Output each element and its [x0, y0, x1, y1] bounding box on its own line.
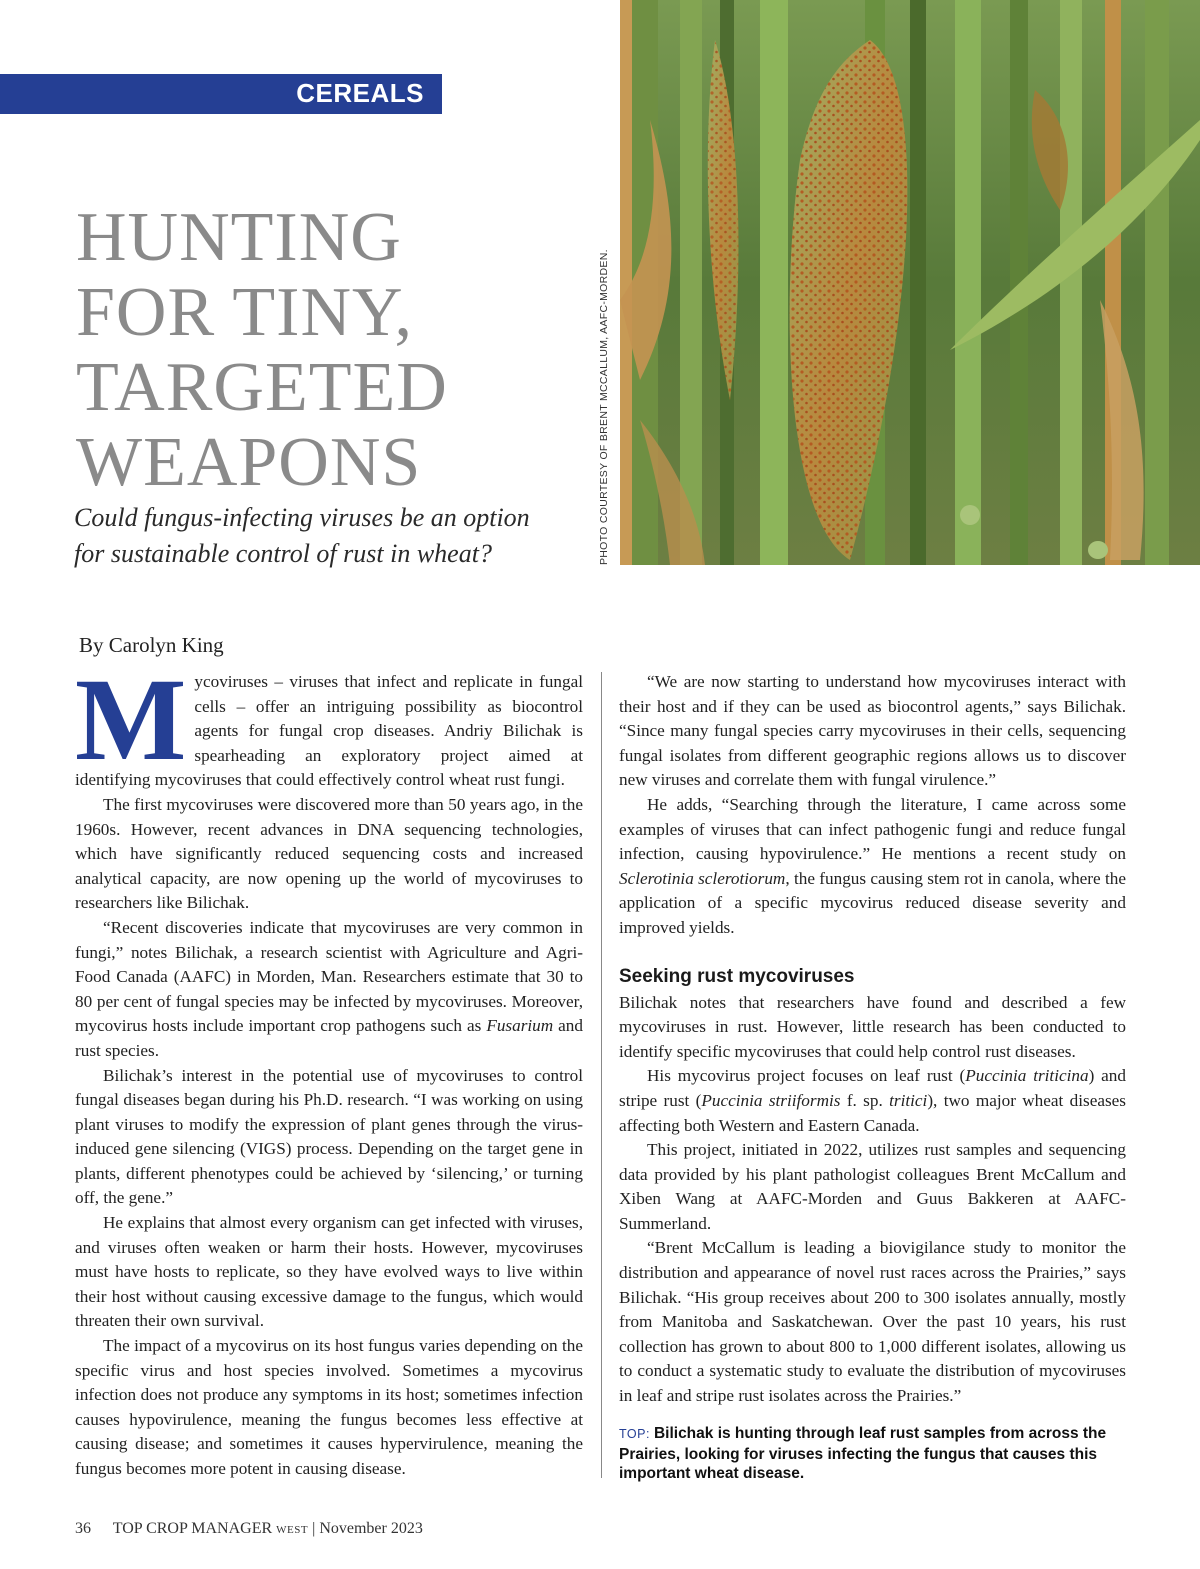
- photo-credit: PHOTO COURTESY OF BRENT MCCALLUM, AAFC-MORDEN.: [598, 249, 610, 565]
- page-number: 36: [75, 1520, 91, 1537]
- italic-term: tritici: [889, 1090, 928, 1110]
- article-headline: [76, 200, 448, 500]
- magazine-edition: WEST: [276, 1524, 309, 1536]
- deck-line: Could fungus-infecting viruses be an option: [74, 503, 530, 532]
- article-deck: [74, 500, 594, 572]
- magazine-name: TOP CROP MANAGER: [112, 1520, 273, 1537]
- caption-label: TOP:: [619, 1427, 650, 1441]
- body-paragraph: Bilichak’s interest in the potential use of mycoviruses to control fungal diseases began during his Ph.D. research. “I was working on using plant viruses to modify the expression of plant genes through the virus-induced gene silencing (VIGS) process. Depending on the target gene in plants, different phenotypes could be achieved by ‘silencing,’ or turning off, the gene.”: [75, 1065, 583, 1208]
- body-paragraph: The first mycoviruses were discovered more than 50 years ago, in the 1960s. However, recent advances in DNA sequencing technologies, which have significantly reduced sequencing costs and increased analytical capacity, are now opening up the world of mycoviruses to researchers like Bilichak.: [75, 794, 583, 913]
- section-label: CEREALS: [296, 78, 424, 108]
- headline-line: FOR TINY,: [76, 274, 414, 351]
- body-paragraph: [619, 793, 1126, 941]
- paragraph-text: and rust species.: [75, 1016, 583, 1060]
- headline-line: HUNTING: [76, 199, 402, 276]
- body-paragraph: [619, 1064, 1126, 1138]
- body-paragraph: “We are now starting to understand how mycoviruses interact with their host and if they can be used as biocontrol agents,” says Bilichak. “Since many fungal species carry mycoviruses in their cells, sequencing fungal isolates from different geographic regions allows us to discover new viruses and correlate them with fungal virulence.”: [619, 672, 1126, 790]
- article-column-right: [619, 670, 1126, 1409]
- paragraph-text: ycoviruses – viruses that infect and replicate in fungal cells – offer an intriguing possibility as biocontrol agents for fungal crop diseases. Andriy Bilichak is spearheading an exploratory project aimed at identifying mycoviruses that could effectively control wheat rust fungi.: [75, 672, 583, 790]
- italic-term: Fusarium: [486, 1016, 554, 1036]
- body-paragraph: [75, 916, 583, 1064]
- paragraph-text: f. sp.: [840, 1090, 890, 1110]
- body-paragraph: “Brent McCallum is leading a biovigilance study to monitor the distribution and appearance of novel rust races across the Prairies,” says Bilichak. “His group receives about 200 to 300 isolates annually, mostly from Manitoba and Saskatchewan. Over the past 10 years, his rust collection has grown to about 800 to 1,000 different isolates, allowing us to conduct a systematic study to evaluate the distribution of mycoviruses in leaf and stripe rust isolates across the Prairies.”: [619, 1238, 1126, 1406]
- paragraph-text: , the fungus causing stem rot in canola, where the application of a specific mycovirus reduced disease severity and improved yields.: [619, 868, 1126, 937]
- deck-line: for sustainable control of rust in wheat?: [74, 539, 492, 568]
- issue-date: November 2023: [319, 1520, 423, 1537]
- paragraph-text: He adds, “Searching through the literature, I came across some examples of viruses that can infect pathogenic fungi and reduce fungal infection, causing hypovirulence.” He mentions a recent study on: [619, 794, 1126, 864]
- photo-caption: [619, 1424, 1129, 1484]
- drop-cap: M: [75, 654, 187, 785]
- italic-term: Puccinia striiformis: [701, 1090, 841, 1110]
- byline: By Carolyn King: [79, 633, 224, 657]
- wheat-rust-illustration: [620, 0, 1200, 565]
- paragraph-text: His mycovirus project focuses on leaf rust (: [647, 1066, 966, 1086]
- caption-text: Bilichak is hunting through leaf rust samples from across the Prairies, looking for viruses infecting the fungus that causes this important wheat disease.: [619, 1425, 1107, 1482]
- body-paragraph: The impact of a mycovirus on its host fungus varies depending on the specific virus and host species involved. Sometimes a mycovirus infection does not produce any symptoms in its host; sometimes infection causes hypovirulence, meaning the fungus becomes less effective at causing disease; and sometimes it causes hypervirulence, meaning the fungus becomes more potent in causing disease.: [75, 1336, 583, 1478]
- column-divider: [601, 672, 602, 1478]
- headline-line: WEAPONS: [76, 424, 422, 501]
- wheat-rust-photo: [620, 0, 1200, 565]
- footer-separator: |: [312, 1520, 316, 1537]
- section-banner: [0, 74, 442, 114]
- section-subhead: Seeking rust mycoviruses: [619, 965, 855, 987]
- paragraph-text: ), two major wheat diseases affecting both Western and Eastern Canada.: [619, 1090, 1126, 1135]
- article-column-left: [75, 654, 583, 1482]
- body-paragraph: This project, initiated in 2022, utilizes rust samples and sequencing data provided by his plant pathologist colleagues Brent McCallum and Xiben Wang at AAFC-Morden and Guus Bakkeren at AAFC-Summerland.: [619, 1140, 1126, 1233]
- paragraph-text: “Recent discoveries indicate that mycoviruses are very common in fungi,” notes Bilichak, a research scientist with Agriculture and Agri-Food Canada (AAFC) in Morden, Man. Researchers estimate that 30 to 80 per cent of fungal species may be infected by mycoviruses. Moreover, mycovirus hosts include important crop pathogens such as: [75, 917, 583, 1036]
- page-footer: [75, 1520, 423, 1538]
- body-paragraph: Bilichak notes that researchers have found and described a few mycoviruses in rust. However, little research has been conducted to identify specific mycoviruses that could help control rust diseases.: [619, 992, 1126, 1061]
- body-paragraph: He explains that almost every organism can get infected with viruses, and viruses often weaken or harm their hosts. However, mycoviruses must have hosts to replicate, so they have evolved ways to live within their host without causing excessive damage to the fungus, which would threaten their own survival.: [75, 1213, 583, 1331]
- headline-line: TARGETED: [76, 349, 448, 426]
- italic-term: Puccinia triticina: [965, 1066, 1089, 1086]
- body-paragraph: [75, 654, 583, 793]
- paragraph-text: ) and stripe rust (: [619, 1066, 1126, 1110]
- italic-term: Sclerotinia sclerotiorum: [619, 868, 786, 888]
